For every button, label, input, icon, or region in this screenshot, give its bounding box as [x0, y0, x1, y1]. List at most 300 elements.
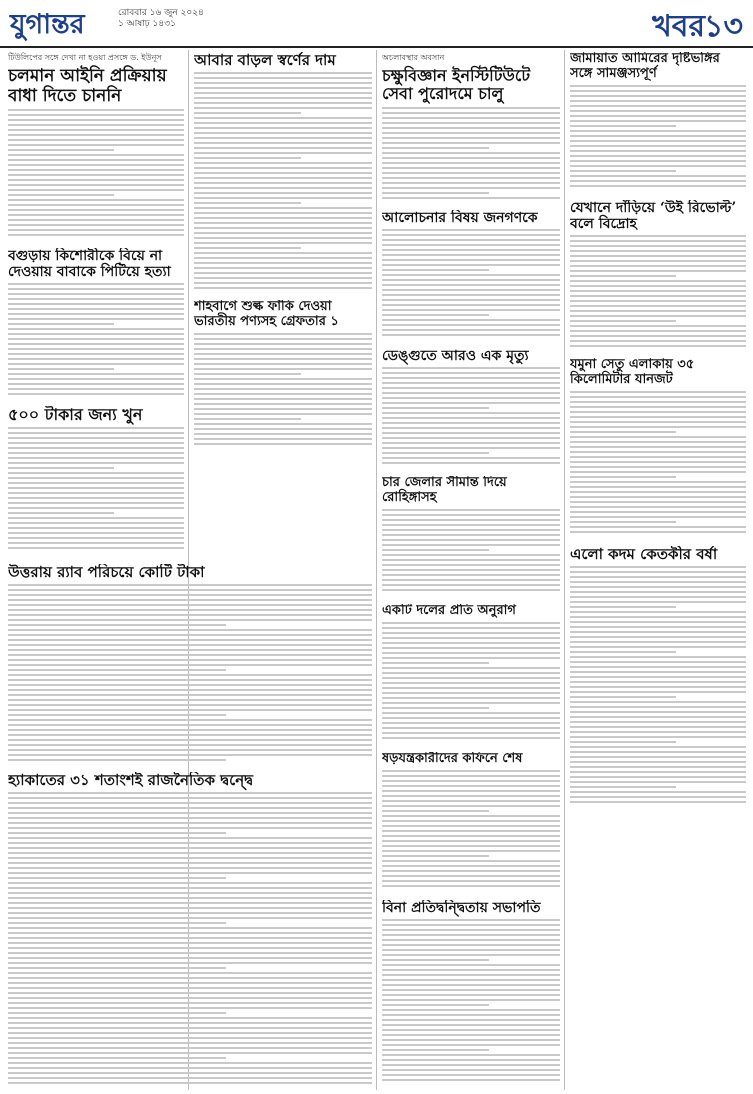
text-line — [570, 461, 746, 463]
body-text — [570, 391, 746, 533]
text-line — [8, 852, 372, 854]
text-line — [8, 527, 184, 529]
text-line — [382, 642, 560, 644]
text-line — [8, 323, 114, 325]
text-line — [8, 313, 184, 315]
text-line — [8, 952, 372, 954]
text-line — [382, 805, 560, 807]
text-line — [8, 599, 372, 601]
text-line — [8, 1062, 372, 1064]
text-line — [382, 432, 560, 434]
date-bangla: ১ আষাঢ় ১৪৩১ — [118, 19, 176, 29]
text-line — [382, 294, 560, 296]
text-line — [570, 476, 676, 478]
text-line — [382, 1044, 560, 1046]
text-line — [570, 100, 746, 102]
story-s8 — [382, 348, 560, 468]
text-line — [8, 947, 372, 949]
text-line — [382, 667, 560, 669]
body-text — [570, 235, 746, 347]
text-line — [570, 756, 746, 758]
text-line — [570, 300, 746, 302]
text-line — [382, 197, 560, 199]
text-line — [382, 524, 560, 526]
text-line — [194, 177, 372, 179]
text-line — [382, 407, 489, 409]
text-line — [8, 614, 372, 616]
text-line — [8, 689, 372, 691]
story-s4 — [570, 52, 746, 192]
text-line — [570, 471, 746, 473]
newspaper-logo: যুগান্তর — [10, 9, 85, 40]
text-line — [382, 865, 560, 867]
text-line — [570, 661, 746, 663]
text-line — [382, 820, 560, 822]
text-line — [570, 165, 746, 167]
story-s14 — [382, 604, 560, 744]
text-line — [570, 596, 746, 598]
text-line — [8, 759, 226, 761]
text-line — [8, 373, 184, 375]
headline: আবার বাড়ল স্বর্ণের দাম — [194, 52, 336, 69]
text-line — [194, 162, 372, 164]
text-line — [8, 917, 372, 919]
text-line — [8, 992, 372, 994]
text-line — [194, 97, 372, 99]
text-line — [570, 681, 746, 683]
text-line — [194, 378, 372, 380]
date-gregorian: রোববার ১৬ জুন ২০২৪ — [118, 8, 204, 18]
text-line — [570, 396, 746, 398]
text-line — [194, 197, 372, 199]
text-line — [382, 934, 560, 936]
text-line — [382, 412, 560, 414]
text-line — [382, 229, 560, 231]
text-line — [8, 987, 372, 989]
text-line — [382, 687, 560, 689]
text-line — [8, 674, 372, 676]
text-line — [8, 209, 184, 211]
text-line — [382, 637, 560, 639]
text-line — [382, 1004, 489, 1006]
text-line — [194, 112, 301, 114]
text-line — [570, 731, 746, 733]
text-line — [8, 184, 184, 186]
story-s10 — [8, 406, 184, 556]
text-line — [570, 275, 676, 277]
body-text — [8, 109, 184, 236]
text-line — [8, 1007, 372, 1009]
text-line — [382, 544, 560, 546]
text-line — [194, 122, 372, 124]
text-line — [382, 1079, 560, 1081]
text-line — [570, 466, 746, 468]
text-line — [382, 984, 560, 986]
text-line — [8, 1057, 226, 1059]
story-s15 — [570, 546, 746, 806]
text-line — [8, 812, 372, 814]
text-line — [8, 937, 372, 939]
text-line — [382, 880, 560, 882]
text-line — [8, 604, 372, 606]
text-line — [382, 264, 560, 266]
text-line — [382, 795, 560, 797]
text-line — [382, 509, 560, 511]
text-line — [8, 694, 372, 696]
text-line — [8, 149, 114, 151]
text-line — [570, 431, 676, 433]
text-line — [8, 619, 372, 621]
text-line — [194, 343, 372, 345]
text-line — [8, 867, 372, 869]
text-line — [570, 781, 746, 783]
text-line — [194, 403, 372, 405]
text-line — [194, 428, 372, 430]
text-line — [194, 237, 372, 239]
text-line — [570, 706, 746, 708]
text-line — [570, 105, 746, 107]
text-line — [8, 817, 372, 819]
text-line — [382, 1029, 560, 1031]
text-line — [8, 942, 372, 944]
text-line — [382, 177, 560, 179]
text-line — [382, 780, 560, 782]
text-line — [570, 130, 746, 132]
text-line — [382, 284, 560, 286]
text-line — [8, 542, 184, 544]
text-line — [8, 857, 372, 859]
text-line — [382, 677, 560, 679]
text-line — [570, 691, 746, 693]
text-line — [382, 254, 560, 256]
text-line — [194, 107, 372, 109]
text-line — [382, 452, 489, 454]
text-line — [382, 949, 560, 951]
text-line — [382, 954, 560, 956]
text-line — [382, 187, 560, 189]
text-line — [8, 1017, 372, 1019]
text-line — [8, 283, 184, 285]
text-line — [570, 421, 746, 423]
headline: ৫০০ টাকার জন্য খুন — [8, 406, 143, 424]
body-text — [382, 509, 560, 591]
text-line — [8, 1042, 372, 1044]
text-line — [382, 647, 560, 649]
text-line — [570, 95, 746, 97]
body-text — [382, 229, 560, 336]
text-line — [382, 1054, 560, 1056]
text-line — [382, 514, 560, 516]
text-line — [382, 1024, 560, 1026]
text-line — [570, 716, 746, 718]
text-line — [570, 771, 746, 773]
text-line — [8, 832, 226, 834]
text-line — [382, 182, 560, 184]
text-line — [8, 654, 372, 656]
text-line — [382, 402, 560, 404]
text-line — [570, 456, 746, 458]
kicker: অচলাবস্থার অবসান — [382, 53, 445, 62]
text-line — [570, 801, 746, 803]
text-line — [8, 1032, 372, 1034]
text-line — [570, 796, 746, 798]
text-line — [8, 214, 184, 216]
text-line — [570, 511, 746, 513]
text-line — [382, 584, 560, 586]
text-line — [570, 751, 746, 753]
text-line — [382, 462, 560, 464]
text-line — [570, 115, 746, 117]
text-line — [570, 656, 746, 658]
headline: শাহবাগে শুল্ক ফাঁকি দেওয়া ভারতীয় পণ্যসহ গ্রেফতার ১ — [194, 300, 339, 329]
text-line — [382, 1059, 560, 1061]
text-line — [194, 277, 372, 279]
text-line — [8, 442, 184, 444]
body-text — [382, 919, 560, 1081]
text-line — [382, 924, 560, 926]
text-line — [8, 388, 184, 390]
text-line — [8, 179, 184, 181]
text-line — [382, 157, 560, 159]
text-line — [8, 802, 372, 804]
text-line — [8, 547, 184, 549]
text-line — [382, 860, 560, 862]
text-line — [194, 433, 372, 435]
headline: এলো কদম কেতকীর বর্ষা — [570, 546, 718, 563]
text-line — [8, 447, 184, 449]
text-line — [8, 639, 372, 641]
text-line — [570, 280, 746, 282]
text-line — [570, 391, 746, 393]
text-line — [382, 457, 560, 459]
text-line — [194, 333, 372, 335]
text-line — [570, 401, 746, 403]
text-line — [570, 621, 746, 623]
body-text — [194, 72, 372, 289]
text-line — [8, 872, 372, 874]
text-line — [570, 766, 746, 768]
text-line — [570, 626, 746, 628]
text-line — [8, 109, 184, 111]
text-line — [382, 132, 560, 134]
text-line — [570, 315, 746, 317]
text-line — [194, 202, 301, 204]
text-line — [8, 847, 372, 849]
text-line — [8, 363, 184, 365]
text-line — [382, 1069, 560, 1071]
text-line — [194, 348, 372, 350]
text-line — [382, 112, 560, 114]
text-line — [570, 406, 746, 408]
text-line — [382, 314, 489, 316]
text-line — [570, 496, 746, 498]
text-line — [8, 114, 184, 116]
text-line — [382, 122, 560, 124]
text-line — [8, 164, 184, 166]
text-line — [8, 629, 372, 631]
text-line — [8, 807, 372, 809]
text-line — [8, 892, 372, 894]
text-line — [8, 744, 372, 746]
text-line — [194, 242, 372, 244]
text-line — [8, 477, 184, 479]
text-line — [382, 1039, 560, 1041]
text-line — [570, 255, 746, 257]
text-line — [382, 152, 560, 154]
text-line — [8, 1047, 372, 1049]
text-line — [8, 492, 184, 494]
text-line — [570, 566, 746, 568]
text-line — [8, 189, 184, 191]
body-text — [8, 427, 184, 549]
text-line — [570, 135, 746, 137]
text-line — [382, 534, 560, 536]
text-line — [8, 897, 372, 899]
text-line — [570, 160, 746, 162]
text-line — [8, 1002, 372, 1004]
text-line — [8, 472, 184, 474]
text-line — [382, 835, 560, 837]
text-line — [8, 902, 372, 904]
text-line — [570, 576, 746, 578]
text-line — [382, 830, 560, 832]
text-line — [570, 701, 746, 703]
text-line — [8, 124, 184, 126]
text-line — [570, 446, 746, 448]
text-line — [8, 1082, 372, 1084]
text-line — [570, 486, 746, 488]
text-line — [382, 727, 560, 729]
text-line — [8, 584, 372, 586]
text-line — [382, 810, 489, 812]
body-text — [570, 566, 746, 803]
text-line — [8, 487, 184, 489]
column-rule — [564, 50, 565, 1090]
text-line — [8, 862, 372, 864]
text-line — [382, 442, 560, 444]
text-line — [8, 368, 114, 370]
text-line — [570, 285, 746, 287]
headline: চক্ষুবিজ্ঞান ইনস্টিটিউটে সেবা পুরোদমে চালু — [382, 66, 531, 104]
text-line — [382, 622, 560, 624]
text-line — [194, 262, 372, 264]
body-text — [382, 107, 560, 199]
text-line — [570, 741, 676, 743]
text-line — [382, 244, 560, 246]
text-line — [382, 554, 560, 556]
text-line — [382, 672, 560, 674]
text-line — [8, 669, 226, 671]
text-line — [8, 343, 184, 345]
page-number: ১৩ — [704, 9, 743, 44]
text-line — [194, 167, 372, 169]
text-line — [570, 666, 746, 668]
text-line — [382, 1034, 560, 1036]
text-line — [8, 887, 372, 889]
text-line — [382, 964, 560, 966]
text-line — [570, 90, 746, 92]
text-line — [8, 882, 372, 884]
text-line — [382, 437, 560, 439]
text-line — [8, 358, 184, 360]
text-line — [8, 797, 372, 799]
text-line — [8, 333, 184, 335]
text-line — [570, 521, 676, 523]
text-line — [194, 117, 372, 119]
kicker: টিউলিপের সঙ্গে দেখা না হওয়া প্রসঙ্গে ড. ইউনূস — [8, 53, 162, 62]
text-line — [382, 712, 560, 714]
text-line — [382, 692, 560, 694]
text-line — [194, 182, 372, 184]
text-line — [8, 589, 372, 591]
text-line — [194, 443, 372, 445]
text-line — [382, 289, 560, 291]
text-line — [8, 1077, 372, 1079]
headline: একটি দলের প্রতি অনুরাগ — [382, 604, 516, 618]
text-line — [570, 250, 746, 252]
text-line — [194, 247, 301, 249]
text-line — [570, 651, 676, 653]
text-line — [8, 482, 184, 484]
text-line — [382, 367, 560, 369]
text-line — [8, 754, 372, 756]
text-line — [382, 397, 560, 399]
text-line — [570, 340, 746, 342]
text-line — [8, 649, 372, 651]
headline: আলোচনার বিষয় জনগণকে — [382, 210, 538, 226]
text-line — [382, 117, 560, 119]
text-line — [8, 537, 184, 539]
text-line — [382, 770, 560, 772]
text-line — [8, 234, 184, 236]
text-line — [8, 338, 184, 340]
text-line — [382, 279, 560, 281]
text-line — [382, 944, 560, 946]
body-text — [8, 584, 372, 761]
text-line — [570, 571, 746, 573]
text-line — [382, 372, 560, 374]
text-line — [382, 979, 560, 981]
text-line — [194, 393, 372, 395]
story-s13 — [8, 564, 372, 764]
text-line — [194, 77, 372, 79]
text-line — [570, 646, 746, 648]
text-line — [8, 427, 184, 429]
text-line — [382, 422, 560, 424]
text-line — [8, 497, 184, 499]
text-line — [8, 714, 226, 716]
text-line — [194, 212, 372, 214]
text-line — [570, 270, 746, 272]
text-line — [194, 132, 372, 134]
text-line — [8, 609, 372, 611]
text-line — [382, 162, 560, 164]
text-line — [8, 507, 184, 509]
text-line — [570, 175, 746, 177]
text-line — [382, 1064, 560, 1066]
text-line — [570, 481, 746, 483]
text-line — [8, 1072, 372, 1074]
text-line — [8, 457, 184, 459]
text-line — [382, 564, 560, 566]
story-s17 — [382, 752, 560, 892]
text-line — [8, 739, 372, 741]
story-s18 — [382, 900, 560, 1088]
text-line — [382, 929, 560, 931]
text-line — [382, 994, 560, 996]
text-line — [8, 139, 184, 141]
text-line — [8, 827, 372, 829]
